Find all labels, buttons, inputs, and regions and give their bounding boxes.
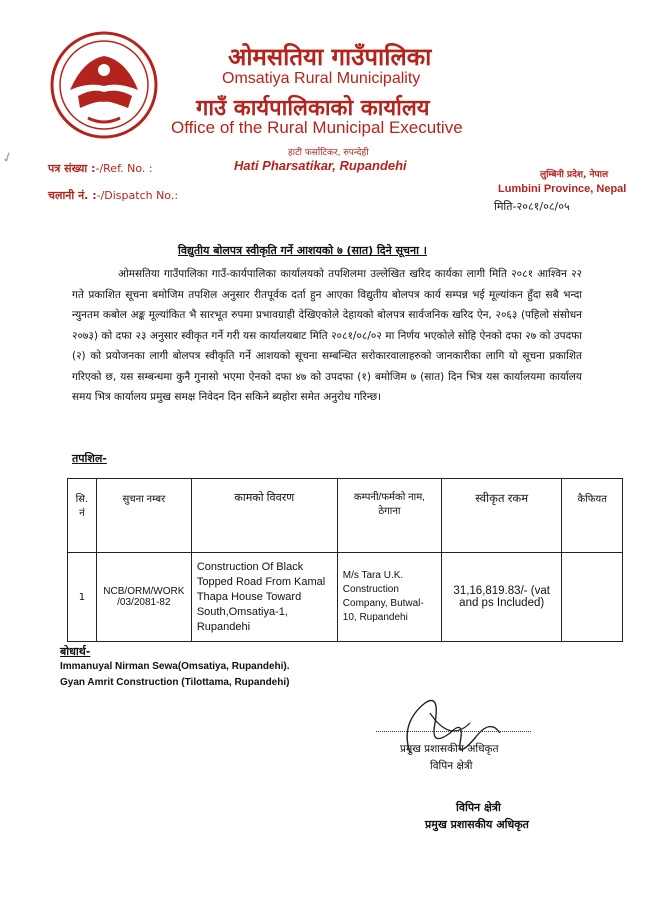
- table-header-row: [68, 479, 623, 553]
- ref-number: [48, 161, 153, 176]
- cell-remarks: [562, 553, 623, 642]
- notice-body: ओमसतिया गाउँपालिका गाउँ-कार्यपालिका कार्यालयको तपशिलमा उल्लेखित खरिद कार्यका लागी मिति २०८१ आश्विन २२ गते प्रकाशित सूचना बमोजिम तपशिल अनुसार रीतपूर्वक दर्ता हुन आएका विद्युतीय बोलपत्र कार्य सम्पन्न भई मूल्यांकन हुँदा सबै भन्दा न्युनतम कबोल अङ्क मूल्यांकित भै सारभूत रुपमा प्रभावग्राही देखिएकोले देहायको बोलपत्र सार्वजनिक खरिद ऐन, २०६३ (पहिलो संसोधन २०७३) को दफा २३ अनुसार स्वीकृत गर्ने गरी यस कार्यालयबाट मिति २०८१/०८/०२ मा निर्णय भएकोले सोहि ऐनको दफा २७ को उपदफा (२) को प्रयोजनका लागी बोलपत्र स्वीकृति गर्ने आशयको सूचना सम्बन्धित सरोकारवालाहरुको जानकारीका लागि यो सूचना प्रकाशित गरिएको छ, यस सम्बन्धमा कुनै गुनासो भएमा ऐनको दफा ४७ को उपदफा (१) बमोजिम ७ (सात) दिन भित्र यस कार्यालयमा कार्यालय समय भित्र कार्यालय प्रमुख समक्ष निवेदन दिन सकिने ब्यहोरा समेत अनुरोध गरिन्छ।: [72, 268, 582, 403]
- municipality-name-np: ओमसतिया गाउँपालिका: [228, 43, 432, 71]
- header-company: कम्पनी/फर्मको नाम, ठेगाना: [337, 479, 441, 553]
- cc-item: Gyan Amrit Construction (Tilottama, Rupandehi): [60, 677, 290, 688]
- details-label: तपशिल-: [72, 452, 107, 465]
- cell-description: Construction Of Black Topped Road From Kamal Thapa House Toward South,Omsatiya-1, Rupandehi: [191, 553, 337, 642]
- handwritten-mark: ✓: [0, 148, 17, 168]
- notice-title: विद्युतीय बोलपत्र स्वीकृति गर्ने आशयको ७ (सात) दिने सूचना ।: [178, 244, 427, 257]
- cell-amount: 31,16,819.83/- (vat and ps Included): [442, 553, 562, 642]
- ref-label-en: -/Ref. No. :: [95, 162, 153, 175]
- municipality-name-en: Omsatiya Rural Municipality: [222, 70, 421, 87]
- signatory-designation: प्रमुख प्रशासकीय अधिकृत: [400, 743, 499, 755]
- header-notice-no: सुचना नम्बर: [96, 479, 191, 553]
- signatory-name: विपिन क्षेत्री: [430, 760, 473, 772]
- cell-company: M/s Tara U.K. Construction Company, Butwal-10, Rupandehi: [337, 553, 441, 642]
- address-en: Hati Pharsatikar, Rupandehi: [234, 158, 407, 173]
- table-row: [68, 553, 623, 642]
- office-name-en: Office of the Rural Municipal Executive: [171, 118, 463, 137]
- dispatch-number: [48, 188, 178, 203]
- municipality-emblem-logo: [48, 30, 160, 140]
- address-np: हाटी फर्साटिकर, रुपन्देही: [288, 148, 369, 158]
- header-amount: स्वीकृत रकम: [442, 479, 562, 553]
- ref-label-np: पत्र संख्या :: [48, 162, 96, 175]
- province-np: लुम्बिनी प्रदेश, नेपाल: [540, 170, 609, 180]
- province-en: Lumbini Province, Nepal: [498, 183, 627, 195]
- stamp-name: विपिन क्षेत्री: [456, 801, 501, 814]
- header-description: कामको विवरण: [191, 479, 337, 553]
- office-name-np: गाउँ कार्यपालिकाको कार्यालय: [196, 96, 430, 121]
- document-date: मिति-२०८१/०८/०५: [494, 200, 570, 213]
- stamp-designation: प्रमुख प्रशासकीय अधिकृत: [425, 818, 529, 831]
- header-remarks: कैफियत: [562, 479, 623, 553]
- signature-line: [376, 731, 531, 732]
- dispatch-label-np: चलानी नं. :: [48, 189, 97, 202]
- cc-item: Immanuyal Nirman Sewa(Omsatiya, Rupandehi).: [60, 661, 290, 672]
- award-table: [67, 478, 623, 642]
- header-sn: सि. नं: [68, 479, 97, 553]
- dispatch-label-en: -/Dispatch No.:: [96, 189, 179, 202]
- cell-notice-no: NCB/ORM/WORK /03/2081-82: [96, 553, 191, 642]
- cc-label: बोधार्थ-: [60, 645, 91, 658]
- cell-sn: 1: [68, 553, 97, 642]
